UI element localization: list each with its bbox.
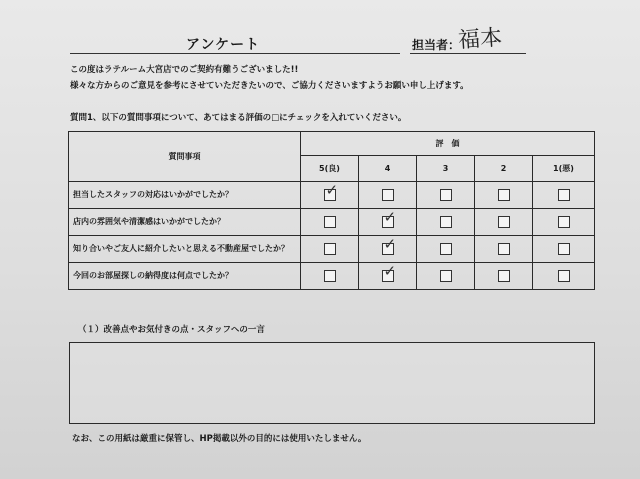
question-text: 担当したスタッフの対応はいかがでしたか？ xyxy=(69,182,301,209)
footer-note: なお、この用紙は厳重に保管し、HP掲載以外の目的には使用いたしません。 xyxy=(72,434,367,444)
rating-cell xyxy=(359,182,417,209)
rating-cell xyxy=(301,263,359,290)
checked-checkbox[interactable] xyxy=(382,243,394,255)
checked-checkbox[interactable] xyxy=(382,270,394,282)
rating-cell xyxy=(533,182,595,209)
rating-cell xyxy=(359,209,417,236)
title-underline xyxy=(70,53,400,54)
rating-cell xyxy=(475,263,533,290)
rating-cell xyxy=(301,182,359,209)
checkbox[interactable] xyxy=(498,270,510,282)
question-text: 今回のお部屋探しの納得度は何点でしたか？ xyxy=(69,263,301,290)
rating-label-4: 4 xyxy=(359,156,417,182)
rating-label-3: 3 xyxy=(417,156,475,182)
rating-cell xyxy=(301,209,359,236)
rating-cell xyxy=(417,263,475,290)
checkbox[interactable] xyxy=(498,189,510,201)
checkbox[interactable] xyxy=(558,243,570,255)
table-row xyxy=(69,209,595,236)
rating-column-header: 評 価 xyxy=(301,132,595,156)
checkbox[interactable] xyxy=(558,189,570,201)
staff-label: 担当者： xyxy=(412,38,461,52)
intro-line-1: この度はラテルーム大宮店でのご契約有難うございました!! xyxy=(70,65,299,75)
comment-textarea[interactable] xyxy=(69,342,595,424)
checkbox[interactable] xyxy=(324,243,336,255)
rating-cell xyxy=(301,236,359,263)
rating-cell xyxy=(359,236,417,263)
staff-signature: 福本 xyxy=(457,25,503,54)
rating-cell xyxy=(417,182,475,209)
staff-underline xyxy=(410,53,526,54)
rating-cell xyxy=(475,209,533,236)
rating-cell xyxy=(359,263,417,290)
rating-cell xyxy=(417,209,475,236)
checkbox[interactable] xyxy=(558,216,570,228)
checkbox[interactable] xyxy=(558,270,570,282)
rating-label-2: 2 xyxy=(475,156,533,182)
checkbox[interactable] xyxy=(324,216,336,228)
checkbox[interactable] xyxy=(440,243,452,255)
rating-cell xyxy=(533,209,595,236)
rating-cell xyxy=(475,236,533,263)
question-text: 店内の雰囲気や清潔感はいかがでしたか？ xyxy=(69,209,301,236)
checked-checkbox[interactable] xyxy=(382,216,394,228)
table-row xyxy=(69,263,595,290)
rating-cell xyxy=(533,236,595,263)
checkbox[interactable] xyxy=(382,189,394,201)
checkbox[interactable] xyxy=(498,243,510,255)
rating-cell xyxy=(417,236,475,263)
question-column-header: 質問事項 xyxy=(69,132,301,182)
checkbox[interactable] xyxy=(440,270,452,282)
rating-table xyxy=(68,131,595,290)
page-title: アンケート xyxy=(186,37,261,53)
intro-line-2: 様々な方からのご意見を参考にさせていただきたいので、ご協力くださいますようお願い申し上げます。 xyxy=(70,81,469,91)
question-1-heading: 質問1、以下の質問事項について、あてはまる評価の□にチェックを入れていください。 xyxy=(70,113,407,123)
rating-label-5: 5(良) xyxy=(301,156,359,182)
checkbox[interactable] xyxy=(440,216,452,228)
checkbox[interactable] xyxy=(498,216,510,228)
rating-label-1: 1(悪) xyxy=(533,156,595,182)
table-row xyxy=(69,236,595,263)
checkbox[interactable] xyxy=(440,189,452,201)
checked-checkbox[interactable] xyxy=(324,189,336,201)
question-text: 知り合いやご友人に紹介したいと思える不動産屋でしたか？ xyxy=(69,236,301,263)
comment-label: （１）改善点やお気付きの点・スタッフへの一言 xyxy=(78,325,265,335)
checkbox[interactable] xyxy=(324,270,336,282)
rating-cell xyxy=(475,182,533,209)
rating-cell xyxy=(533,263,595,290)
table-row xyxy=(69,182,595,209)
